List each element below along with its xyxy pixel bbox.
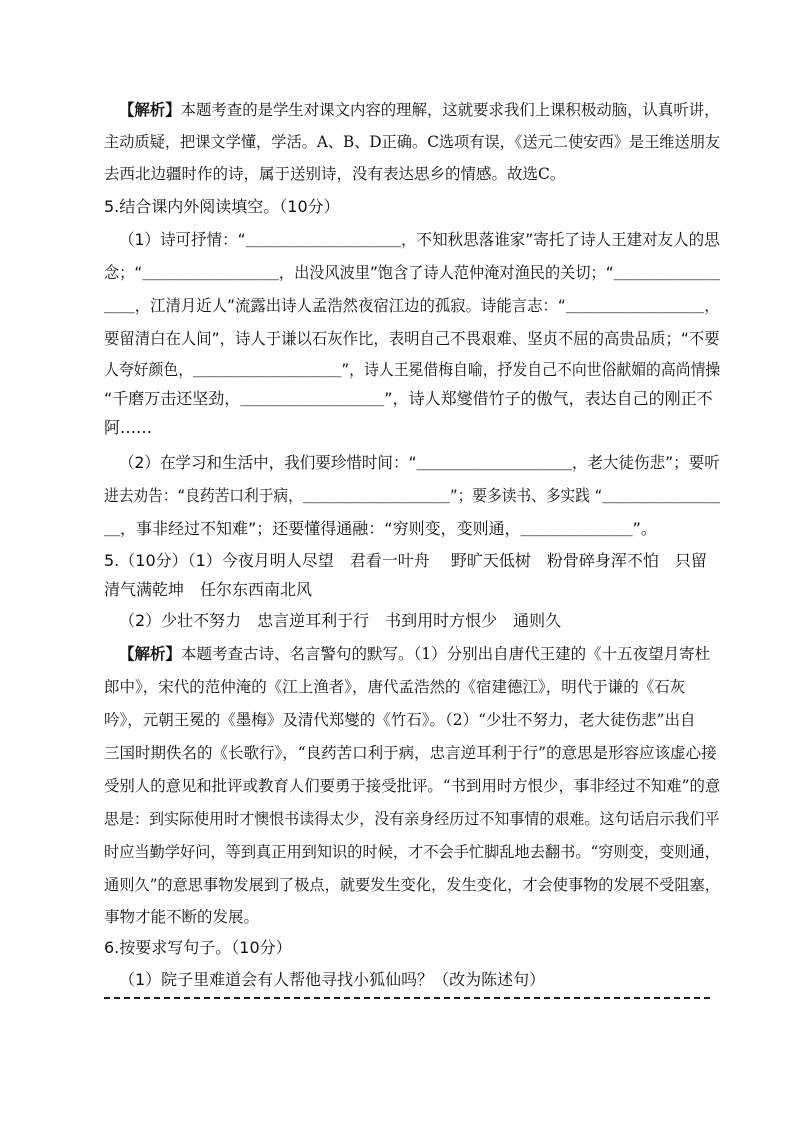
question-line: （2）在学习和生活中，我们要珍惜时间：“＿＿＿＿＿＿＿＿＿＿，老大徒伤悲”；要听: [119, 453, 720, 472]
analysis-line: 【解析】本题考查古诗、名言警句的默写。（1）分别出自唐代王建的《十五夜望月寄杜: [119, 644, 711, 663]
question-line: 进去劝告：“良药苦口利于病，＿＿＿＿＿＿＿＿＿＿”；要多读书、多实践 “＿＿＿＿＿＿＿＿: [104, 486, 720, 505]
answer-line: 5.（10分）（1）今夜月明人尽望 君看一叶舟 野旷天低树 粉骨碎身浑不怕 只留: [104, 551, 707, 570]
answer-blank-line: [104, 997, 710, 999]
question-line: 念；“＿＿＿＿＿＿＿＿＿，出没风波里”饱含了诗人范仲淹对渔民的关切；“＿＿＿＿＿＿＿: [104, 263, 720, 282]
analysis-line: 三国时期佚名的《长歌行》，“良药苦口利于病，忠言逆耳利于行”的意思是形容应该虚心接: [104, 744, 717, 762]
analysis-line: 事物才能不断的发展。: [104, 908, 260, 926]
question-line: （1）诗可抒情：“＿＿＿＿＿＿＿＿＿＿，不知秋思落谁家”寄托了诗人王建对友人的思: [119, 230, 720, 249]
analysis-line: 通则久”的意思事物发展到了极点，就要发生变化，发生变化，才会使事物的发展不受阻塞，: [104, 876, 720, 894]
question-line: “千磨万击还坚劲，＿＿＿＿＿＿＿＿＿”，诗人郑燮借竹子的傲气，表达自己的刚正不: [104, 389, 713, 408]
question-line: ＿，事非经过不知难”；还要懂得通融：“穷则变，变则通，＿＿＿＿＿＿＿”。: [104, 519, 657, 538]
analysis-line: 郎中》，宋代的范仲淹的《江上渔者》，唐代孟浩然的《宿建德江》，明代于谦的《石灰: [104, 678, 686, 696]
question-line: 人夸好颜色，＿＿＿＿＿＿＿＿＿＿”，诗人王冕借梅自喻，抒发自己不向世俗献媚的高尚情操: [104, 360, 721, 379]
question-5-heading: 5.结合课内外阅读填空。（10分）: [104, 197, 340, 216]
analysis-line: 【解析】本题考查的是学生对课文内容的理解，这就要求我们上课积极动脑，认真听讲，: [119, 100, 720, 119]
analysis-tag: 【解析】: [119, 100, 181, 119]
question-line: ＿＿，江清月近人”流露出诗人孟浩然夜宿江边的孤寂。诗能言志：“＿＿＿＿＿＿＿＿＿，: [104, 296, 720, 315]
analysis-line: 主动质疑，把课文学懂，学活。A、B、D正确。C选项有误，《送元二使安西》是王维送朋友: [104, 133, 721, 151]
analysis-line: 吟》，元朝王冕的《墨梅》及清代郑燮的《竹石》。（2）“少壮不努力，老大徒伤悲”出自: [104, 711, 696, 729]
analysis-line: 思是：到实际使用时才懊恨书读得太少，没有亲身经历过不知事情的艰难。这句话启示我们平: [104, 810, 720, 828]
analysis-line: 去西北边疆时作的诗，属于送别诗，没有表达思乡的情感。故选C。: [104, 165, 566, 183]
question-line: 要留清白在人间”，诗人于谦以石灰作比，表明自己不畏艰难、坚贞不屈的高贵品质；“不要: [104, 329, 720, 348]
question-6-item-1: （1）院子里难道会有人帮他寻找小狐仙吗？（改为陈述句）: [119, 970, 546, 989]
question-6-heading: 6.按要求写句子。（10分）: [104, 938, 292, 957]
analysis-line: 受别人的意见和批评或教育人们要勇于接受批评。“书到用时方恨少，事非经过不知难”的意: [104, 777, 721, 795]
analysis-line: 时应当勤学好问，等到真正用到知识的时候，才不会手忙脚乱地去翻书。“穷则变，变则通，: [104, 843, 720, 861]
analysis-tag: 【解析】: [119, 644, 182, 663]
question-line: 阿……: [104, 418, 153, 437]
answer-line: 清气满乾坤 任尔东西南北风: [104, 580, 313, 599]
answer-line: （2）少壮不努力 忠言逆耳利于行 书到用时方恨少 通则久: [119, 611, 562, 630]
